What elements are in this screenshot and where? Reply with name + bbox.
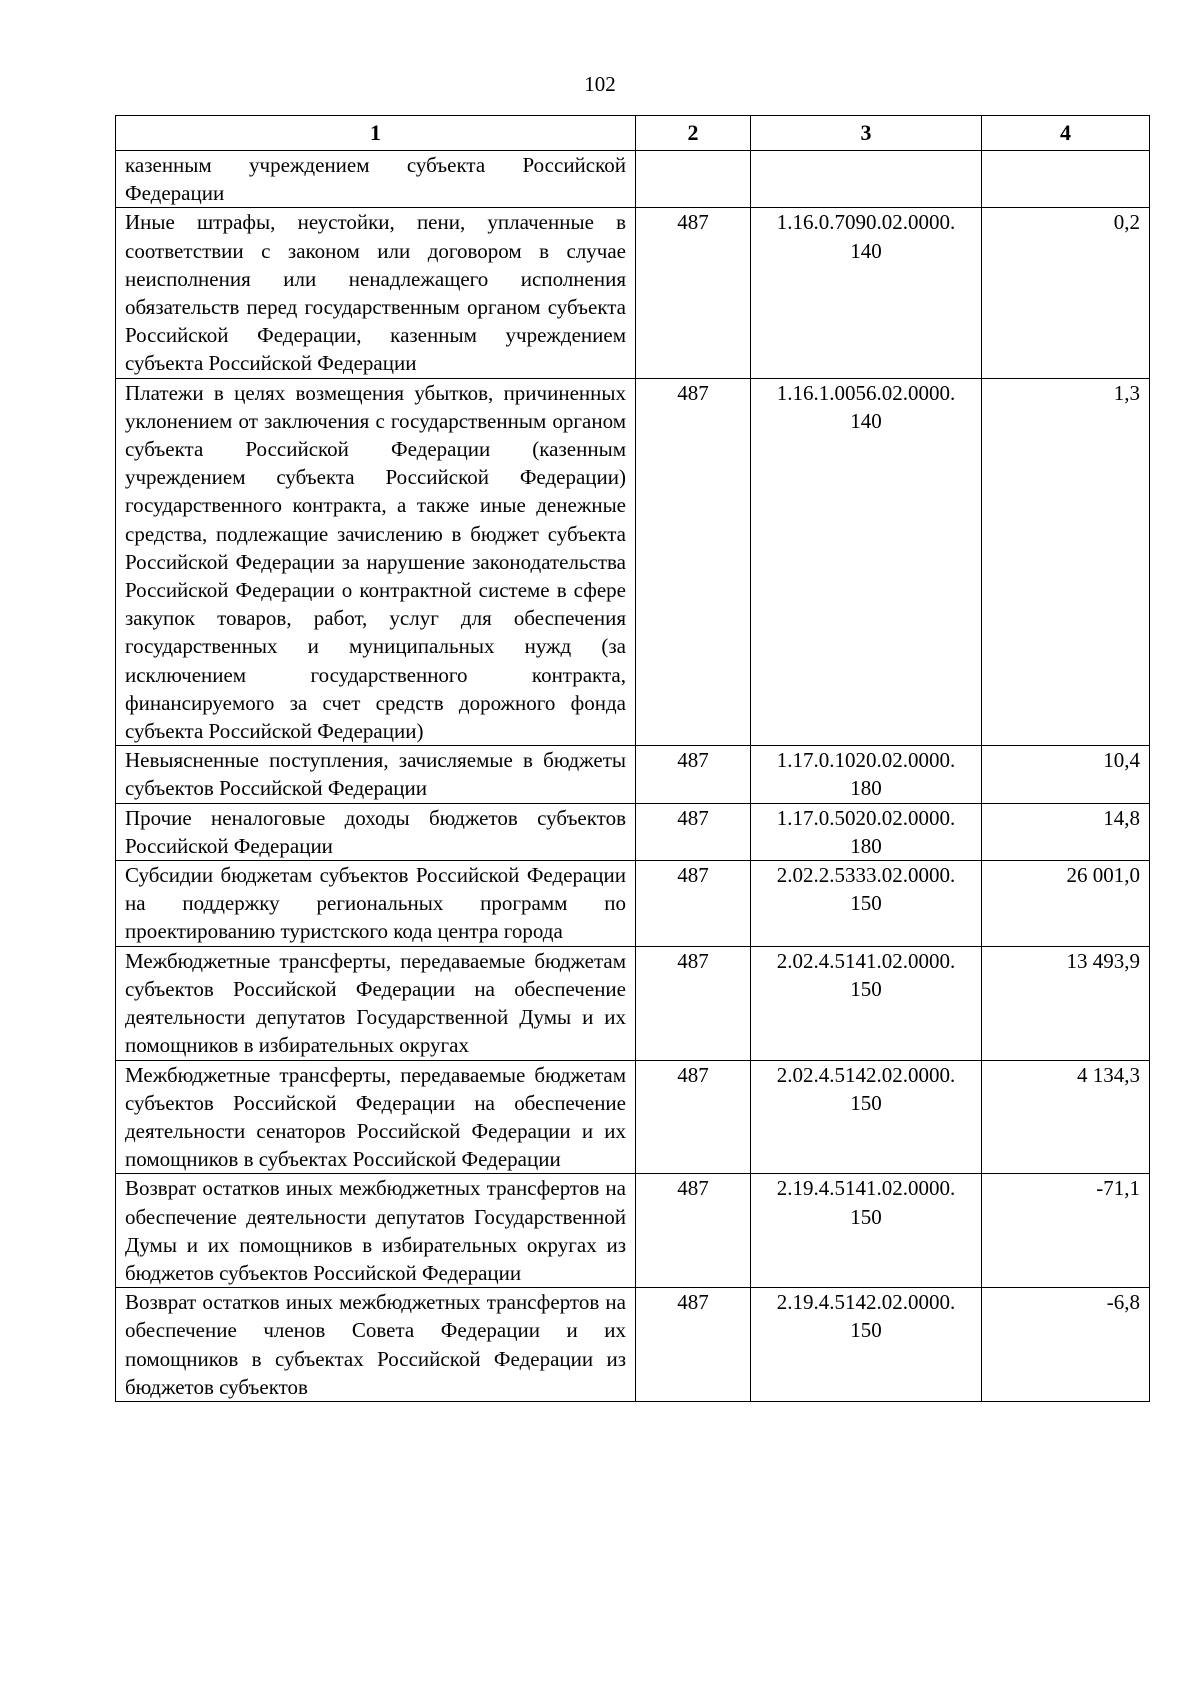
table-header-row	[116, 116, 1150, 151]
table-row	[116, 378, 1150, 746]
table-row	[116, 208, 1150, 378]
column-header-2: 2	[636, 116, 751, 151]
admin-code-cell: 487	[636, 208, 751, 378]
budget-code-line1: 2.19.4.5142.02.0000.	[776, 1290, 956, 1315]
budget-code-line1: 2.19.4.5141.02.0000.	[776, 1176, 956, 1201]
amount-cell: 0,2	[982, 208, 1150, 378]
budget-code-cell	[751, 208, 982, 378]
budget-code-line2: 180	[850, 833, 882, 858]
admin-code-cell: 487	[636, 1060, 751, 1174]
budget-code-cell	[751, 151, 982, 208]
table-row	[116, 803, 1150, 860]
amount-cell: 1,3	[982, 378, 1150, 746]
budget-code-cell	[751, 803, 982, 860]
amount-cell	[982, 151, 1150, 208]
table-row	[116, 946, 1150, 1060]
admin-code-cell: 487	[636, 378, 751, 746]
budget-code-line1: 2.02.4.5142.02.0000.	[776, 1062, 956, 1087]
budget-code-line2: 150	[850, 891, 882, 916]
table-row	[116, 861, 1150, 947]
admin-code-cell: 487	[636, 803, 751, 860]
amount-cell: -71,1	[982, 1174, 1150, 1288]
budget-code-cell	[751, 1288, 982, 1402]
table-row	[116, 746, 1150, 803]
budget-code-line2: 140	[850, 238, 882, 263]
revenue-name-cell: Межбюджетные трансферты, передаваемые бюджетам субъектов Российской Федерации на обеспечение деятельности сенаторов Российской Федерации и их помощников в субъектах Российской Федерации	[116, 1060, 636, 1174]
amount-cell: 14,8	[982, 803, 1150, 860]
page-number: 102	[584, 72, 616, 96]
budget-code-line2: 150	[850, 1090, 882, 1115]
amount-cell: 26 001,0	[982, 861, 1150, 947]
budget-code-line2: 150	[850, 1318, 882, 1343]
budget-code-line2: 150	[850, 1204, 882, 1229]
admin-code-cell: 487	[636, 946, 751, 1060]
revenue-name-cell: Прочие неналоговые доходы бюджетов субъектов Российской Федерации	[116, 803, 636, 860]
budget-code-line1: 1.17.0.1020.02.0000.	[776, 748, 956, 773]
table-row	[116, 1288, 1150, 1402]
revenue-name-cell: Возврат остатков иных межбюджетных трансфертов на обеспечение членов Совета Федерации и их помощников в субъектах Российской Федерации из бюджетов субъектов	[116, 1288, 636, 1402]
budget-code-line2: 140	[850, 408, 882, 433]
table-row	[116, 1060, 1150, 1174]
revenue-name-cell: Межбюджетные трансферты, передаваемые бюджетам субъектов Российской Федерации на обеспечение деятельности депутатов Государственной Думы и их помощников в избирательных округах	[116, 946, 636, 1060]
budget-code-line1: 2.02.2.5333.02.0000.	[776, 863, 956, 888]
amount-cell: 4 134,3	[982, 1060, 1150, 1174]
amount-cell: 10,4	[982, 746, 1150, 803]
budget-code-cell	[751, 378, 982, 746]
revenue-name-cell: казенным учреждением субъекта Российской Федерации	[116, 151, 636, 208]
revenue-name-cell: Невыясненные поступления, зачисляемые в бюджеты субъектов Российской Федерации	[116, 746, 636, 803]
budget-code-line2: 150	[850, 976, 882, 1001]
budget-code-line1: 1.16.0.7090.02.0000.	[776, 210, 956, 235]
table-row	[116, 1174, 1150, 1288]
admin-code-cell: 487	[636, 746, 751, 803]
admin-code-cell: 487	[636, 1288, 751, 1402]
column-header-3: 3	[751, 116, 982, 151]
admin-code-cell: 487	[636, 861, 751, 947]
column-header-4: 4	[982, 116, 1150, 151]
budget-code-line2: 180	[850, 776, 882, 801]
admin-code-cell: 487	[636, 1174, 751, 1288]
budget-code-cell	[751, 1060, 982, 1174]
revenue-name-cell: Иные штрафы, неустойки, пени, уплаченные в соответствии с законом или договором в случае неисполнения или ненадлежащего исполнения обязательств перед государственным органом субъекта Российской Федерации, казенным учреждением субъекта Российской Федерации	[116, 208, 636, 378]
amount-cell: 13 493,9	[982, 946, 1150, 1060]
admin-code-cell	[636, 151, 751, 208]
revenue-name-cell: Субсидии бюджетам субъектов Российской Федерации на поддержку региональных программ по проектированию туристского кода центра города	[116, 861, 636, 947]
amount-cell: -6,8	[982, 1288, 1150, 1402]
table-row	[116, 151, 1150, 208]
budget-code-cell	[751, 746, 982, 803]
column-header-1: 1	[116, 116, 636, 151]
budget-code-line1: 1.16.1.0056.02.0000.	[776, 380, 956, 405]
budget-code-line1: 1.17.0.5020.02.0000.	[776, 805, 956, 830]
revenue-name-cell: Платежи в целях возмещения убытков, причиненных уклонением от заключения с государственным органом субъекта Российской Федерации (казенным учреждением субъекта Российской Федерации) государственного контракта, а также иные денежные средства, подлежащие зачислению в бюджет субъекта Российской Федерации за нарушение законодательства Российской Федерации о контрактной системе в сфере закупок товаров, работ, услуг для обеспечения государственных и муниципальных нужд (за исключением государственного контракта, финансируемого за счет средств дорожного фонда субъекта Российской Федерации)	[116, 378, 636, 746]
budget-code-cell	[751, 1174, 982, 1288]
revenue-table	[115, 115, 1150, 1402]
budget-code-line1: 2.02.4.5141.02.0000.	[776, 948, 956, 973]
revenue-name-cell: Возврат остатков иных межбюджетных трансфертов на обеспечение деятельности депутатов Государственной Думы и их помощников в избирательных округах из бюджетов субъектов Российской Федерации	[116, 1174, 636, 1288]
budget-code-cell	[751, 946, 982, 1060]
budget-code-cell	[751, 861, 982, 947]
